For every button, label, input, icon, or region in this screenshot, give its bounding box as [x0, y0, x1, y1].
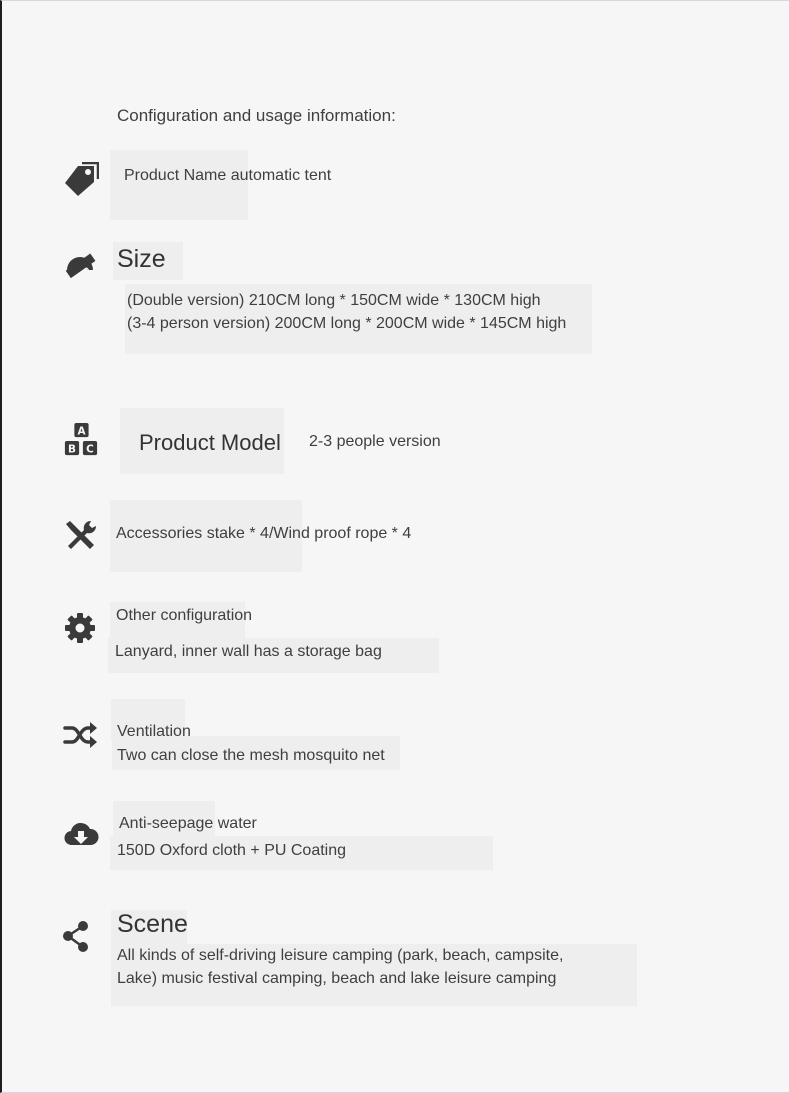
size-line-1: (Double version) 210CM long * 150CM wide * 130CM high: [127, 292, 541, 309]
product-name-text: Product Name automatic tent: [124, 167, 332, 184]
ventilation-value: Two can close the mesh mosquito net: [117, 747, 385, 764]
product-model-value: 2-3 people version: [309, 433, 441, 450]
product-model-title: Product Model: [139, 430, 281, 455]
cloud-download-icon: [63, 817, 99, 853]
size-title: Size: [117, 245, 166, 273]
tools-icon: [62, 518, 98, 554]
anti-seepage-title: Anti-seepage water: [119, 815, 257, 832]
page-heading: Configuration and usage information:: [117, 106, 396, 125]
anti-seepage-value: 150D Oxford cloth + PU Coating: [117, 842, 347, 859]
share-icon: [58, 918, 94, 954]
ruler-icon: [62, 252, 98, 288]
size-line-2: (3-4 person version) 200CM long * 200CM wide * 145CM high: [127, 315, 567, 332]
accessories-text: Accessories stake * 4/Wind proof rope * 4: [116, 525, 412, 542]
scene-line-1: All kinds of self-driving leisure camping (park, beach, campsite,: [117, 947, 564, 964]
ventilation-title: Ventilation: [117, 723, 191, 740]
other-config-value: Lanyard, inner wall has a storage bag: [115, 643, 382, 660]
svg-text:A: A: [77, 425, 86, 438]
svg-text:B: B: [68, 443, 76, 456]
tag-icon: [63, 162, 99, 198]
abc-blocks-icon: [63, 422, 99, 458]
gear-icon: [62, 610, 98, 646]
shuffle-icon: [62, 717, 98, 753]
scene-title: Scene: [117, 910, 188, 938]
scene-line-2: Lake) music festival camping, beach and lake leisure camping: [117, 970, 557, 987]
other-config-title: Other configuration: [116, 607, 253, 624]
svg-text:C: C: [86, 443, 94, 456]
